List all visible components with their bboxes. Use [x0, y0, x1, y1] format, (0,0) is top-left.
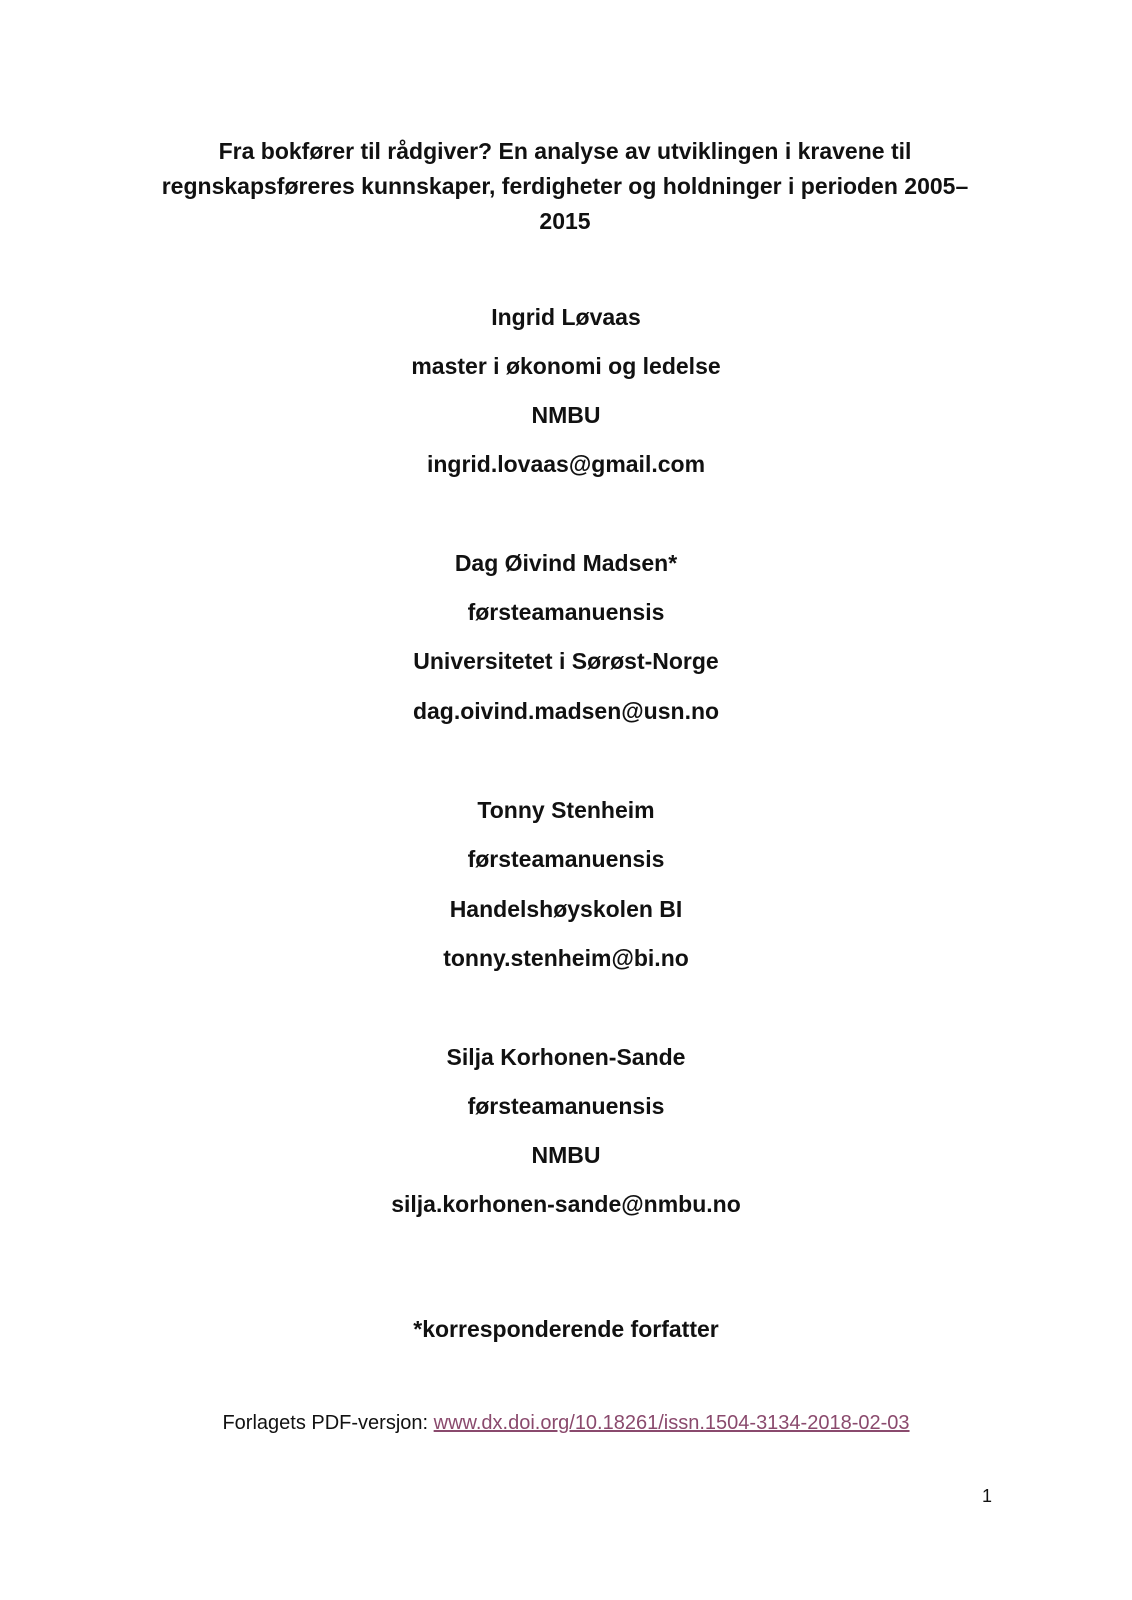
author-name: Ingrid Løvaas: [491, 304, 641, 330]
author-affiliation: NMBU: [531, 1142, 601, 1168]
publisher-pdf-version: [0, 1412, 1132, 1435]
author-email: silja.korhonen-sande@nmbu.no: [391, 1191, 741, 1217]
page-number: 1: [982, 1486, 993, 1506]
author-email: tonny.stenheim@bi.no: [443, 945, 689, 971]
corresponding-author-note: *korresponderende forfatter: [413, 1316, 719, 1342]
author-role: førsteamanuensis: [467, 846, 665, 872]
paper-title: [140, 134, 990, 239]
author-name: Tonny Stenheim: [477, 797, 655, 823]
author-affiliation: Handelshøyskolen BI: [449, 896, 683, 922]
author-role: master i økonomi og ledelse: [411, 353, 721, 379]
title-line-1: Fra bokfører til rådgiver? En analyse av utviklingen i kravene til: [218, 138, 912, 164]
pdf-version-label: Forlagets PDF-versjon:: [222, 1412, 434, 1434]
author-email: ingrid.lovaas@gmail.com: [426, 451, 706, 477]
author-role: førsteamanuensis: [467, 1093, 665, 1119]
author-role: førsteamanuensis: [467, 599, 665, 625]
author-affiliation: Universitetet i Sørøst-Norge: [413, 648, 719, 674]
author-name: Silja Korhonen-Sande: [446, 1044, 686, 1070]
author-affiliation: NMBU: [531, 402, 601, 428]
author-email: dag.oivind.madsen@usn.no: [412, 698, 720, 724]
author-name: Dag Øivind Madsen*: [454, 550, 678, 576]
title-line-2: regnskapsføreres kunnskaper, ferdigheter og holdninger i perioden 2005–: [161, 173, 969, 199]
doi-link[interactable]: www.dx.doi.org/10.18261/issn.1504-3134-2018-02-03: [433, 1412, 910, 1434]
title-line-3: 2015: [539, 208, 591, 234]
